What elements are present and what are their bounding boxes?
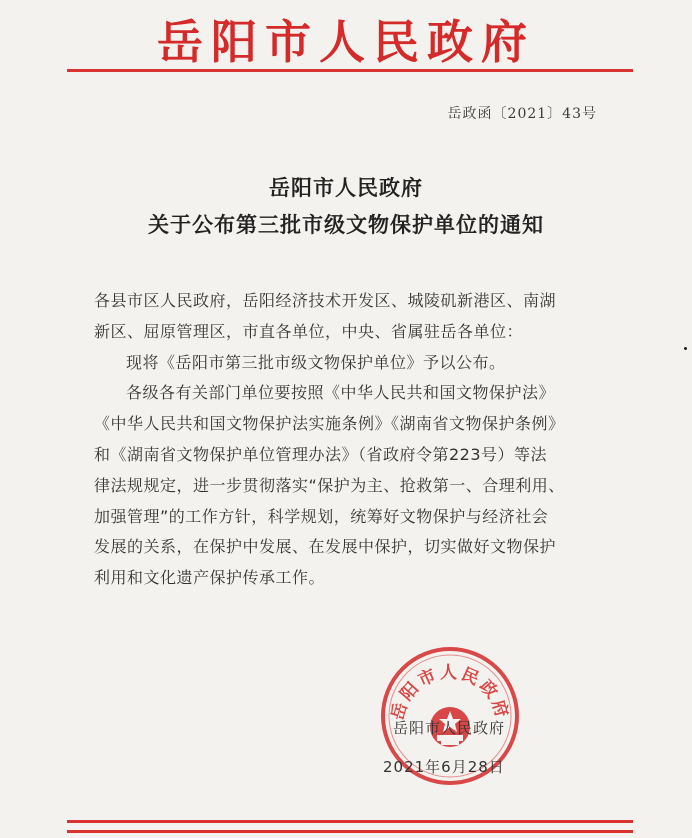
body-line: 《中华人民共和国文物保护法实施条例》《湖南省文物保护条例》 <box>94 414 565 434</box>
body-line: 和《湖南省文物保护单位管理办法》（省政府令第223号）等法 <box>94 444 548 464</box>
document-title-line1: 岳阳市人民政府 <box>269 175 423 200</box>
body-line: 各级各有关部门单位要按照《中华人民共和国文物保护法》 <box>126 383 556 403</box>
issuer-header: 岳阳市人民政府 <box>157 15 535 69</box>
body-line: 利用和文化遗产保护传承工作。 <box>94 568 326 588</box>
signature-issuer: 岳阳市人民政府 <box>393 719 506 737</box>
body-line: 加强管理”的工作方针，科学规划，统筹好文物保护与经济社会 <box>94 506 549 526</box>
body-line: 发展的关系，在保护中发展、在发展中保护，切实做好文物保护 <box>94 537 557 557</box>
svg-text:岳阳市人民政府: 岳阳市人民政府 <box>387 663 513 723</box>
footer-red-rule-bottom <box>67 830 633 833</box>
footer-red-rule-top <box>67 820 633 823</box>
document-title-line2: 关于公布第三批市级文物保护单位的通知 <box>148 212 544 237</box>
body-line: 现将《岳阳市第三批市级文物保护单位》予以公布。 <box>126 352 506 372</box>
body-line: 新区、屈原管理区，市直各单位，中央、省属驻岳各单位： <box>94 321 524 341</box>
header-red-rule <box>67 69 633 72</box>
scan-speck <box>684 347 687 350</box>
body-line: 各县市区人民政府，岳阳经济技术开发区、城陵矶新港区、南湖 <box>94 291 557 310</box>
document-number: 岳政函〔2021〕43号 <box>447 106 597 122</box>
document-body <box>94 286 614 594</box>
body-line: 律法规规定，进一步贯彻落实“保护为主、抢救第一、合理利用、 <box>94 475 565 495</box>
signature-date: 2021年6月28日 <box>383 758 505 776</box>
